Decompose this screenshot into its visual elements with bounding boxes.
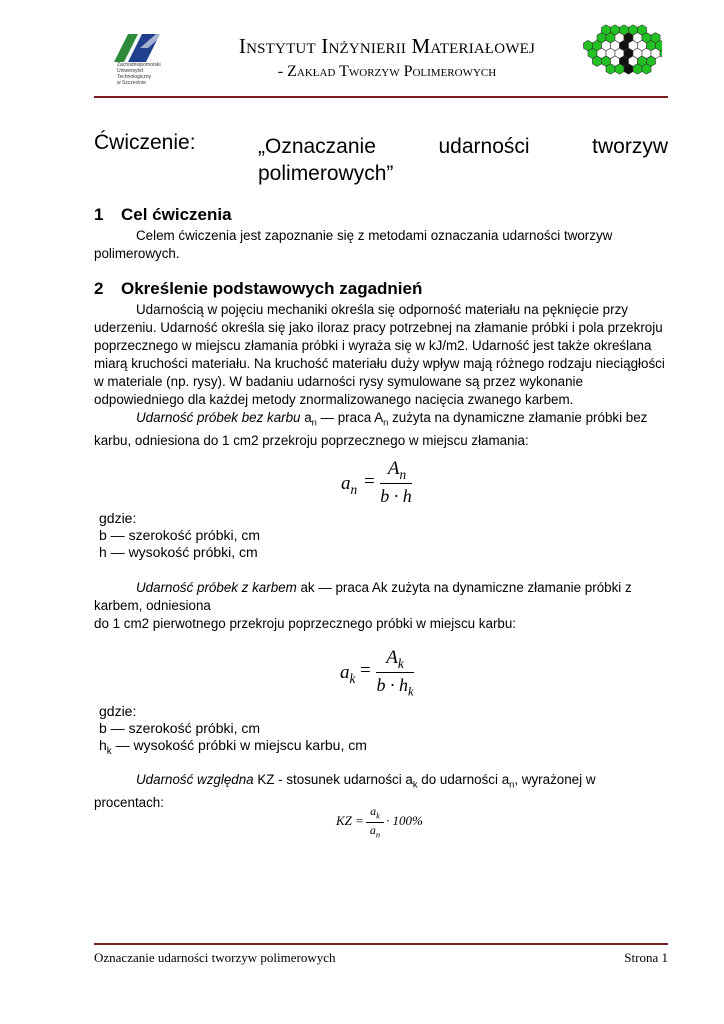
formula-subscript: k xyxy=(397,655,404,671)
text-span: — praca A xyxy=(316,410,384,425)
exercise-title-line2: polimerowych” xyxy=(258,162,394,185)
formula-multiplier: · 100% xyxy=(386,813,423,828)
caption-line: Uniwersytet xyxy=(117,68,144,74)
hex-cell xyxy=(624,64,633,74)
caption-line: w Szczecinie xyxy=(117,80,146,86)
formula-symbol: a xyxy=(341,473,351,494)
section-number: 2 xyxy=(94,279,104,298)
hex-cell xyxy=(593,56,602,66)
formula-denominator: b · h xyxy=(380,486,412,506)
text-line: poprzecznego w miejscu złamania próbki i wyraża się w kJ/m2. Udarność jest także określana xyxy=(94,338,652,353)
text-span: zużyta na dynamiczne złamanie próbki bez xyxy=(388,410,648,425)
legend-line: gdzie: xyxy=(99,703,137,719)
section-2-paragraph-notched xyxy=(94,579,668,633)
department-logo xyxy=(582,24,662,80)
legend-notched xyxy=(99,703,367,760)
formula-symbol: a xyxy=(340,662,350,683)
hex-cell xyxy=(615,64,624,74)
formula-lhs: KZ = xyxy=(336,813,364,828)
text-span: — wysokość próbki w miejscu karbu, cm xyxy=(111,737,367,753)
footer-page-number: Strona 1 xyxy=(624,950,668,965)
legend-line xyxy=(99,737,367,760)
institute-name: Instytut Inżynierii Materiałowej xyxy=(238,34,536,58)
text-span: , wyrażonej w procentach: xyxy=(94,772,596,810)
section-1-text xyxy=(94,227,668,263)
text-line: miarą kruchości materiału. Na kruchość materiału duży wpływ mają różnego rodzaju nieciągłości xyxy=(94,356,665,371)
formula-subscript: n xyxy=(375,830,381,840)
text-line: polimerowych. xyxy=(94,246,180,261)
section-number: 1 xyxy=(94,205,104,224)
text-line: do 1 cm2 pierwotnego przekroju poprzecznego próbki w miejscu karbu: xyxy=(94,616,517,631)
formula-numerator: A xyxy=(387,458,400,479)
text-line: uderzeniu. Udarność określa się jako iloraz pracy potrzebnej na złamanie próbki i pola przekroju xyxy=(94,320,663,335)
legend-line: b — szerokość próbki, cm xyxy=(99,527,261,543)
exercise-label: Ćwiczenie: xyxy=(94,131,196,154)
fraction-line xyxy=(380,483,412,484)
subscript: n xyxy=(509,779,515,790)
formula-equals: = xyxy=(364,471,375,492)
term-italic: Udarność względna xyxy=(136,772,254,787)
formula-equals: = xyxy=(360,660,371,681)
text-span: h xyxy=(99,737,107,753)
formula-subscript: k xyxy=(407,684,414,699)
text-span: KZ - stosunek udarności a xyxy=(253,772,413,787)
footer-rule xyxy=(94,943,668,945)
caption-line: Technologiczny xyxy=(117,74,152,80)
formula-subscript: n xyxy=(350,481,358,497)
text-span: ak — praca Ak zużyta na dynamiczne złamanie próbki z xyxy=(296,580,632,595)
formula-subscript: n xyxy=(399,466,407,482)
footer-document-title: Oznaczanie udarności tworzyw polimerowych xyxy=(94,950,336,965)
formula-subscript: k xyxy=(349,670,356,686)
text-line: Celem ćwiczenia jest zapoznanie się z metodami oznaczania udarności tworzyw xyxy=(136,228,613,243)
university-caption xyxy=(117,62,161,86)
caption-line: Zachodniopomorski xyxy=(117,62,161,68)
text-span: a xyxy=(300,410,312,425)
section-1-heading xyxy=(94,205,232,225)
text-line: w materiale (np. rysy). W badaniu udarności rysy symulowane są przez wykonanie xyxy=(94,374,583,389)
hex-cell xyxy=(633,64,642,74)
text-span: do udarności a xyxy=(417,772,510,787)
department-name: - Zakład Tworzyw Polimerowych xyxy=(277,63,497,80)
text-line: karbem, odniesiona xyxy=(94,598,211,613)
legend-unnotched xyxy=(99,510,260,561)
legend-line: b — szerokość próbki, cm xyxy=(99,720,261,736)
text-line: odpowiedniego dla każdej metody znormalizowanego nacięcia zwanego karbem. xyxy=(94,392,574,407)
hex-cell xyxy=(606,64,615,74)
hex-cell xyxy=(642,64,651,74)
formula-numerator: A xyxy=(386,647,398,668)
section-2-heading xyxy=(94,279,422,299)
formula-numerator: a xyxy=(370,804,377,818)
subscript: n xyxy=(383,417,389,428)
subscript: n xyxy=(311,417,317,428)
formula-subscript: k xyxy=(376,811,380,821)
formula-denominator: a xyxy=(369,823,376,837)
exercise-title-line1: „Oznaczanie udarności tworzyw xyxy=(258,135,668,158)
section-2-paragraph-1 xyxy=(94,301,668,450)
legend-line: h — wysokość próbki, cm xyxy=(99,544,258,560)
fraction-line xyxy=(376,672,414,673)
section-title: Cel ćwiczenia xyxy=(121,205,232,224)
header-rule xyxy=(94,96,668,98)
subscript: k xyxy=(106,745,112,757)
text-line: karbu, odniesiona do 1 cm2 przekroju poprzecznego w miejscu złamania: xyxy=(94,432,529,448)
section-title: Określenie podstawowych zagadnień xyxy=(121,279,423,298)
term-italic: Udarność próbek z karbem xyxy=(136,580,297,595)
subscript: k xyxy=(412,779,418,790)
term-italic: Udarność próbek bez karbu xyxy=(136,410,301,425)
formula-denominator: b · h xyxy=(376,675,408,695)
text-line: Udarnością w pojęciu mechaniki określa się odporność materiału na pęknięcie przy xyxy=(136,302,628,317)
legend-line: gdzie: xyxy=(99,510,137,526)
